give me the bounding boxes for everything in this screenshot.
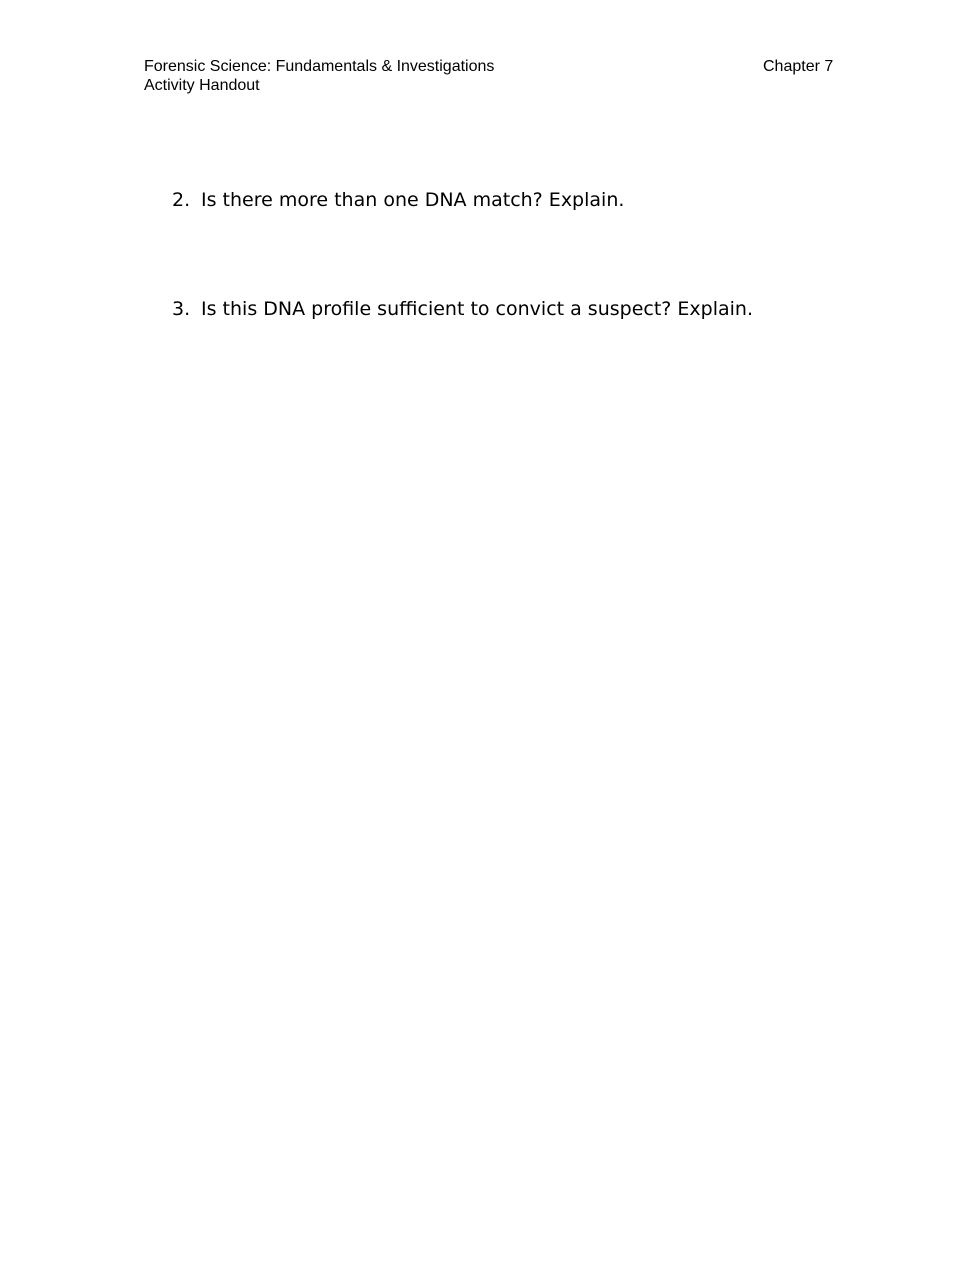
chapter-label: Chapter 7 (763, 58, 834, 75)
question-item (172, 188, 624, 212)
question-number: 2. (172, 189, 191, 211)
document-type: Activity Handout (144, 77, 260, 94)
question-item (172, 297, 753, 321)
question-number: 3. (172, 298, 191, 320)
question-text: Is there more than one DNA match? Explain. (201, 189, 625, 211)
question-text: Is this DNA profile sufficient to convict a suspect? Explain. (201, 298, 754, 320)
page-header-left (144, 57, 494, 95)
course-title: Forensic Science: Fundamentals & Investigations (144, 58, 495, 75)
